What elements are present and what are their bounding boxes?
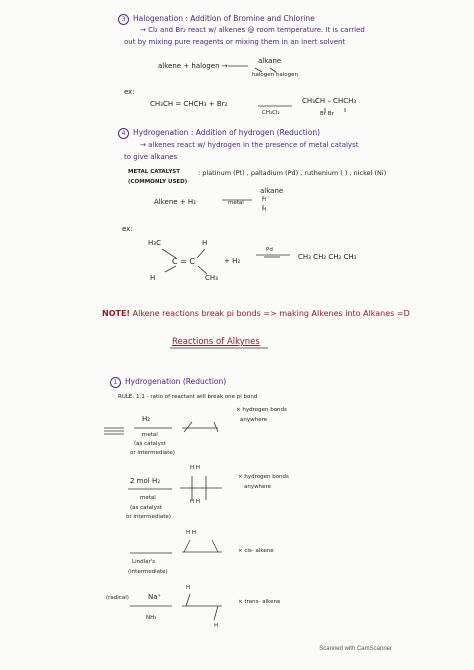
ex-h3c: H₃C (148, 239, 161, 247)
bond-h3c (162, 249, 176, 258)
ex-product: CH₃ CH₂ CH₂ CH₃ (298, 253, 357, 261)
catalyst-list: : platinum (Pt) , palladium (Pd) , ruthenium ( ) , nickel (Ni) (198, 169, 387, 177)
ex-h-top: H (202, 239, 208, 247)
heading-reactions-of-alkynes: Reactions of Alkynes (172, 337, 260, 347)
r2-cond: metal (140, 495, 156, 501)
r1-reagent: H₂ (142, 415, 151, 423)
r3-cis-left (184, 540, 190, 552)
section-number: 4 (118, 128, 129, 139)
r4-h-top: H (186, 585, 191, 591)
r4-cond: NH₃ (146, 615, 157, 621)
ex-label-1: ex: (124, 88, 135, 96)
r2-reagent: 2 mol H₂ (130, 477, 161, 485)
r3-cond2: (intermediate) (128, 569, 168, 575)
hydrogenation-eq-right: alkane (260, 187, 284, 195)
ex-label-2: ex: (122, 225, 133, 233)
halogenation-eq-right: alkane (258, 57, 282, 65)
r4-pre: (radical) (106, 595, 129, 601)
bond-eq-left (255, 68, 262, 72)
r1-product-right (214, 422, 218, 432)
r2-cond3: or intermediate) (126, 514, 171, 520)
halogenation-eq-sub: halogen halogen (252, 72, 298, 78)
r1-note2: anywhere (240, 417, 268, 423)
r2-cond2: (as catalyst (130, 505, 162, 511)
r4-trans-left (186, 594, 190, 606)
r2-h-bottom: H H (190, 499, 201, 505)
hydrogenation-line1: → alkenes react w/ hydrogen in the presence of metal catalyst (140, 141, 359, 149)
r4-reagent: Na⁺ (148, 593, 162, 601)
halogenation-ex-right: CH₃CH – CHCH₃ (302, 97, 357, 105)
ex-cond-pd: Pd (266, 247, 273, 253)
bond-h-top (197, 249, 205, 258)
hydrogenation-eq-cond: metal (228, 200, 244, 206)
catalyst-note: (COMMONLY USED) (128, 179, 188, 185)
r1-cond3: or intermediate) (130, 450, 175, 456)
section-number: 1 (110, 377, 121, 388)
r4-note: × trans- alkene (238, 599, 281, 605)
r1-cond: metal (142, 432, 158, 438)
hydrogenation-eq-left: Alkene + H₂ (154, 198, 196, 206)
hydrogenation-line2: to give alkanes (124, 153, 178, 161)
hydrogenation-eq-h1: H (262, 197, 267, 203)
r2-note1: × hydrogen bonds (238, 474, 289, 480)
halogenation-ex-cond: CH₂Cl₂ (262, 110, 280, 116)
note-text: Alkene reactions break pi bonds => making Alkenes into Alkanes =D (132, 309, 410, 318)
title-text: Hydrogenation : Addition of hydrogen (Reduction) (133, 128, 321, 137)
r3-cis-right (212, 540, 218, 552)
ex-plus-h2: + H₂ (224, 257, 241, 265)
catalyst-label: METAL CATALYST (128, 169, 181, 175)
halogenation-eq-left: alkene + halogen → (158, 62, 228, 70)
title-text: Halogenation : Addition of Bromine and Chlorine (133, 14, 315, 23)
scanner-footer: Scanned with CamScanner (319, 646, 392, 652)
r2-h-top: H H (190, 465, 201, 471)
r1-note1: × hydrogen bonds (236, 407, 287, 413)
r3-cond: Lindlar's (132, 559, 156, 565)
bond-ch3 (198, 266, 207, 274)
halogenation-line2: out by mixing pure reagents or mixing them in an inert solvent (124, 38, 346, 46)
bond-eq-right (270, 68, 276, 72)
halogenation-ex-br: Br Br (320, 111, 334, 117)
ex-ch3: CH₃ (205, 274, 218, 282)
section-number: 3 (118, 14, 129, 25)
ex-h-bottom: H (150, 274, 156, 282)
bond-h-bottom (165, 266, 176, 272)
halogenation-ex-left: CH₃CH = CHCH₃ + Br₂ (150, 100, 228, 108)
r3-note: × cis- alkene (238, 548, 274, 554)
r1-product-left (184, 422, 192, 432)
r4-trans-right (214, 606, 218, 620)
r1-cond2: (as catalyst (134, 441, 166, 447)
r2-note2: anywhere (244, 484, 272, 490)
ex-cc: C = C (172, 257, 195, 266)
halogenation-line1: → Cl₂ and Br₂ react w/ alkenes @ room temperature. It is carried (140, 26, 365, 34)
note-label: NOTE! (102, 309, 131, 318)
title-text: Hydrogenation (Reduction) (125, 377, 227, 386)
r4-h-bottom: H (214, 623, 219, 629)
hydrogenation-eq-h2: H (262, 207, 267, 213)
rule-line: RULE: 1:1 - ratio of reactant will break one pi bond (118, 394, 258, 400)
r3-h: H H (186, 530, 197, 536)
